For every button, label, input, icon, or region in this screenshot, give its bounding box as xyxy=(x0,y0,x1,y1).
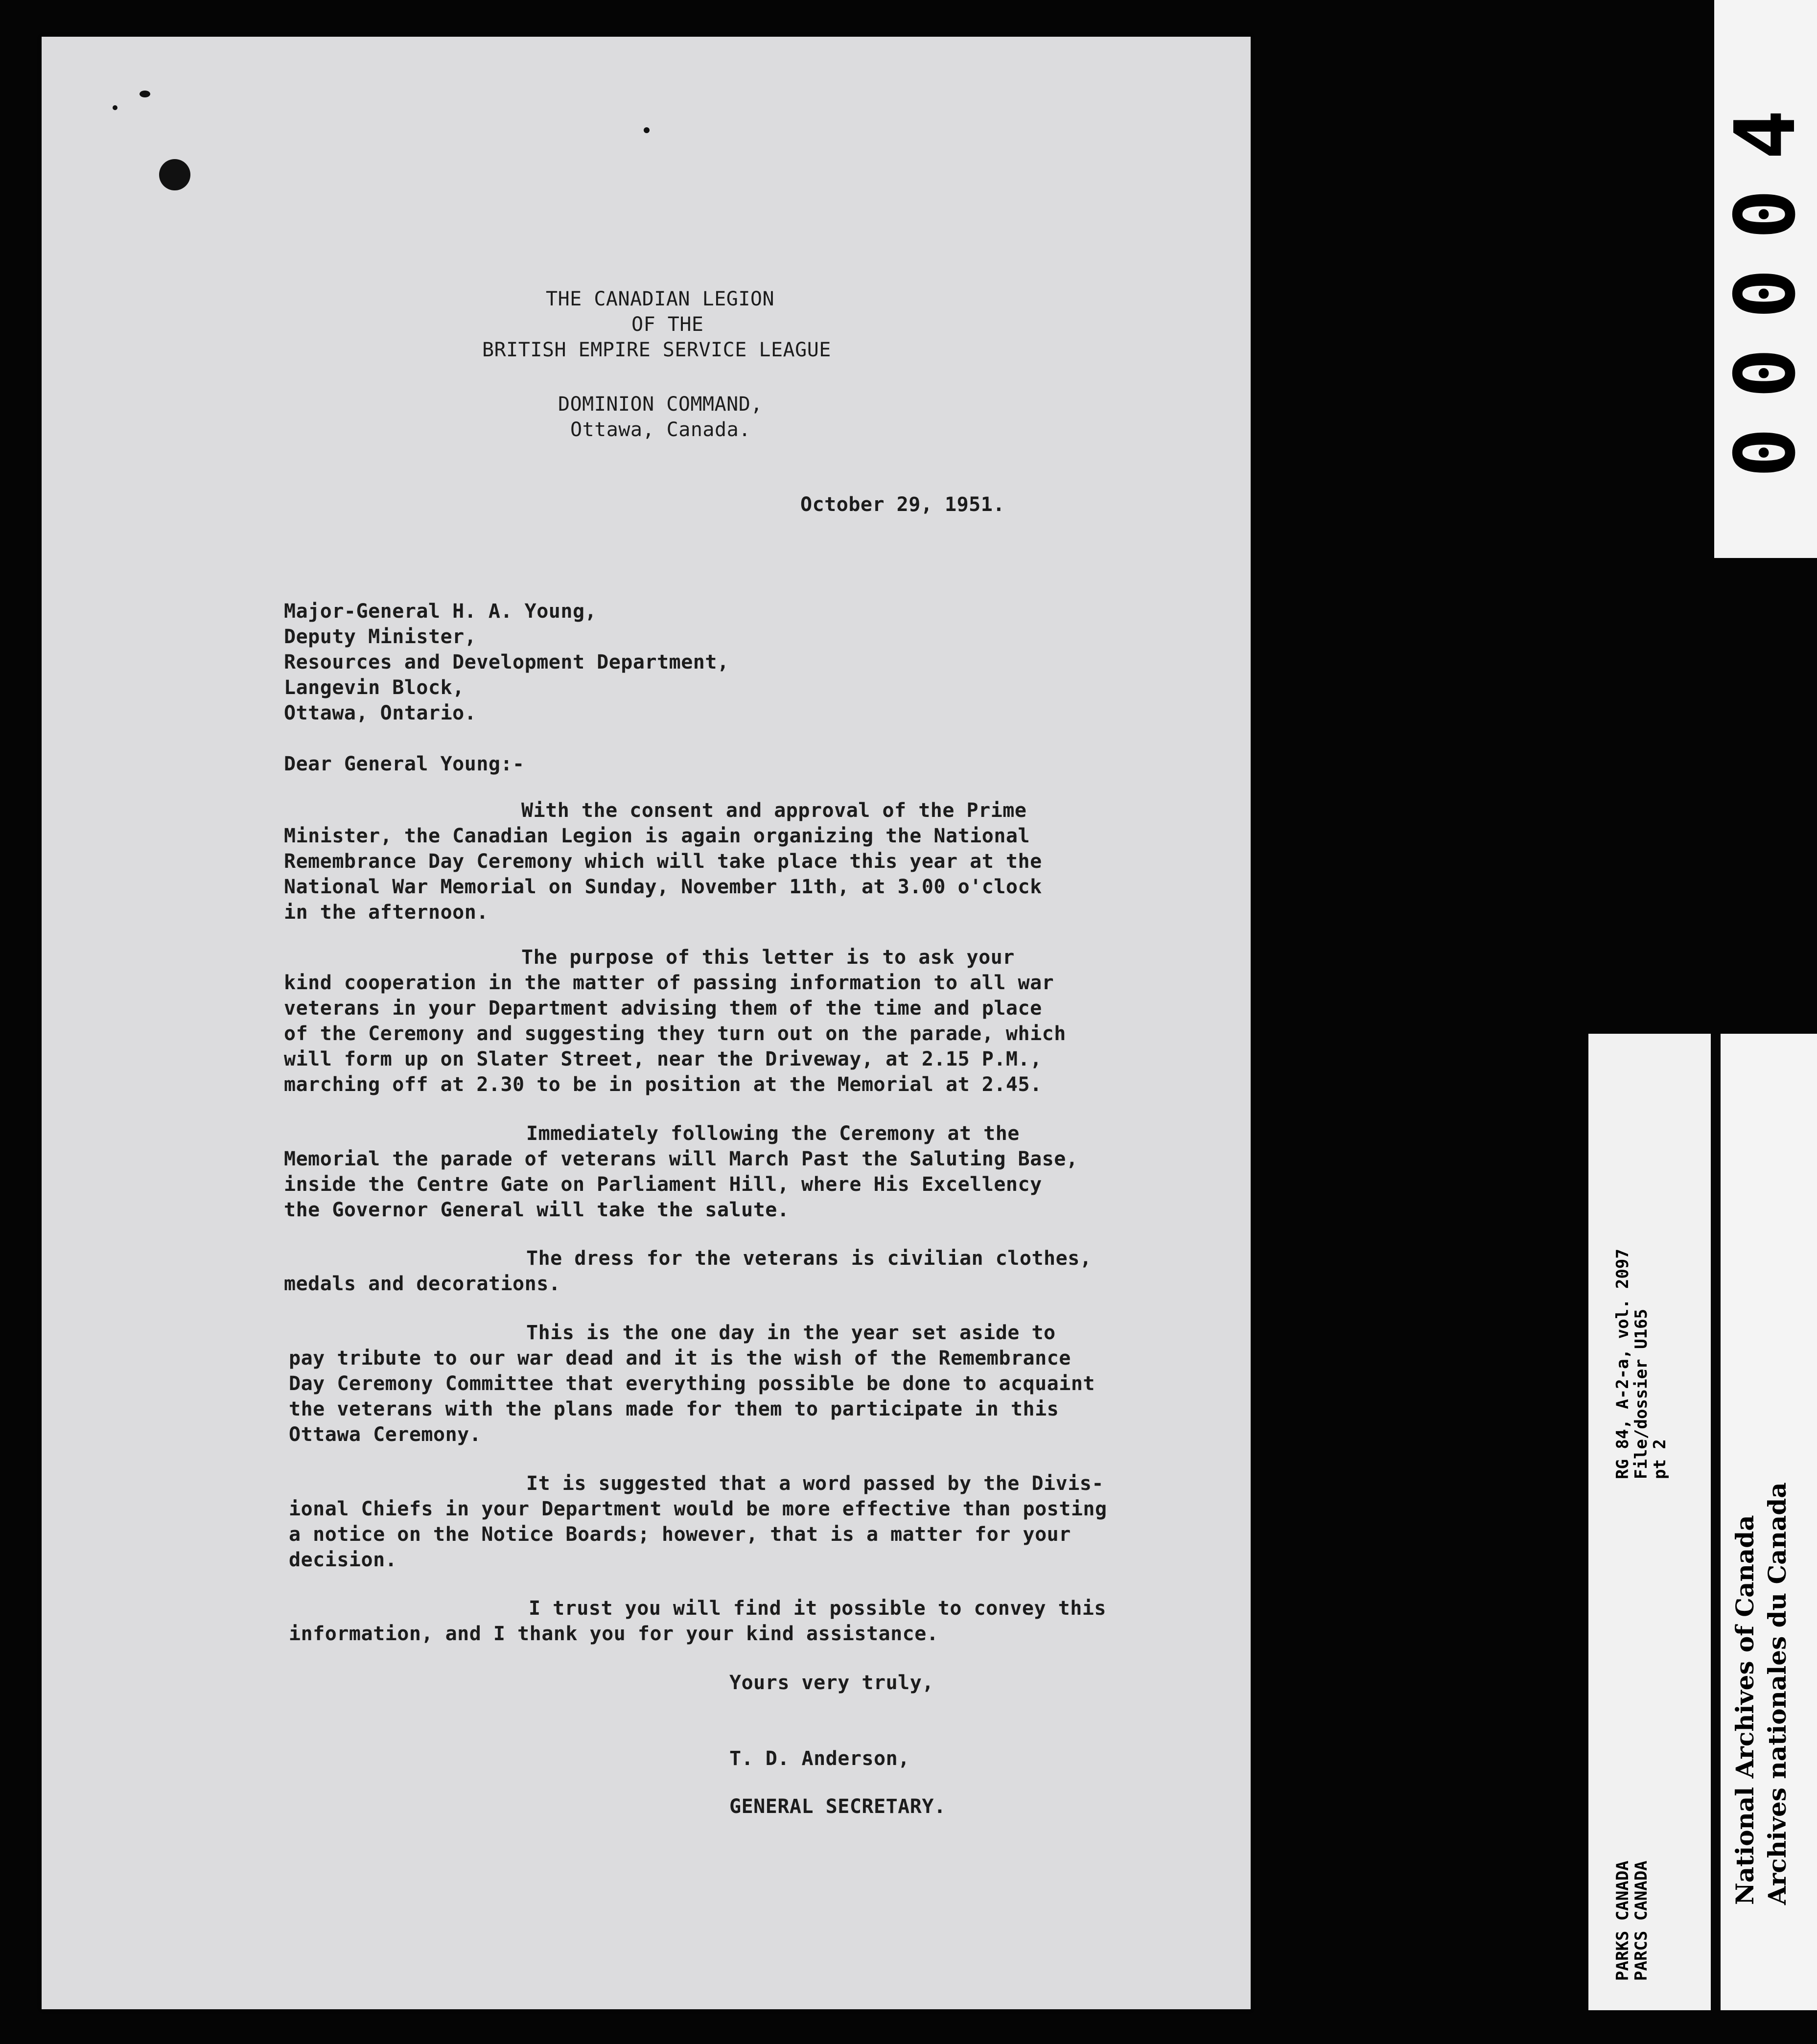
body-line: Minister, the Canadian Legion is again organizing the National xyxy=(284,825,1030,847)
body-line: The dress for the veterans is civilian clothes, xyxy=(526,1247,1092,1270)
archives-name-en: National Archives of Canada xyxy=(1730,1515,1759,1905)
body-line: National War Memorial on Sunday, November 11th, at 3.00 o'clock xyxy=(284,876,1042,898)
ink-speck xyxy=(644,127,650,133)
salutation: Dear General Young:- xyxy=(284,753,525,775)
ink-blot xyxy=(159,159,190,190)
body-line: of the Ceremony and suggesting they turn out on the parade, which xyxy=(284,1022,1066,1045)
archives-label xyxy=(1721,1034,1817,2010)
recipient-line: Major-General H. A. Young, xyxy=(284,600,597,623)
recipient-line: Resources and Development Department, xyxy=(284,651,729,674)
body-line: inside the Centre Gate on Parliament Hill, where His Excellency xyxy=(284,1173,1042,1196)
body-line: ional Chiefs in your Department would be more effective than posting xyxy=(289,1498,1107,1520)
letter-page xyxy=(42,37,1251,2009)
reference-line: RG 84, A-2-a, vol. 2097 xyxy=(1613,1249,1632,1479)
recipient-line: Deputy Minister, xyxy=(284,626,477,648)
body-line: It is suggested that a word passed by the Divis- xyxy=(526,1472,1104,1495)
frame-number: 00004 xyxy=(1717,80,1814,478)
body-line: veterans in your Department advising them of the time and place xyxy=(284,997,1042,1020)
body-line: With the consent and approval of the Prime xyxy=(521,799,1027,822)
body-line: information, and I thank you for your kind assistance. xyxy=(289,1623,939,1645)
body-line: Memorial the parade of veterans will March Past the Saluting Base, xyxy=(284,1148,1078,1170)
letterhead-line: BRITISH EMPIRE SERVICE LEAGUE xyxy=(482,339,831,361)
body-line: a notice on the Notice Boards; however, that is a matter for your xyxy=(289,1523,1071,1546)
archives-name-fr: Archives nationales du Canada xyxy=(1763,1482,1792,1905)
letterhead-command: DOMINION COMMAND, xyxy=(558,393,763,416)
agency-name: PARCS CANADA xyxy=(1631,1860,1651,1981)
body-line: marching off at 2.30 to be in position at the Memorial at 2.45. xyxy=(284,1073,1042,1096)
body-line: Immediately following the Ceremony at the xyxy=(526,1122,1020,1145)
body-line: will form up on Slater Street, near the Driveway, at 2.15 P.M., xyxy=(284,1048,1042,1070)
recipient-line: Ottawa, Ontario. xyxy=(284,702,477,724)
body-line: The purpose of this letter is to ask your xyxy=(521,946,1015,969)
body-line: the Governor General will take the salute. xyxy=(284,1199,790,1221)
ink-speck xyxy=(113,105,117,110)
body-line: This is the one day in the year set aside to xyxy=(526,1322,1056,1344)
agency-name: PARKS CANADA xyxy=(1613,1860,1632,1981)
body-line: the veterans with the plans made for them to participate in this xyxy=(289,1398,1059,1420)
body-line: Ottawa Ceremony. xyxy=(289,1423,482,1446)
letterhead-line: THE CANADIAN LEGION xyxy=(546,288,775,310)
body-line: Day Ceremony Committee that everything possible be done to acquaint xyxy=(289,1372,1095,1395)
signatory: T. D. Anderson, xyxy=(729,1747,910,1770)
letterhead-line: OF THE xyxy=(631,313,704,336)
body-line: decision. xyxy=(289,1549,397,1571)
signatory-title: GENERAL SECRETARY. xyxy=(729,1795,946,1818)
body-line: pay tribute to our war dead and it is the wish of the Remembrance xyxy=(289,1347,1071,1370)
body-line: medals and decorations. xyxy=(284,1273,561,1295)
body-line: kind cooperation in the matter of passing information to all war xyxy=(284,972,1054,994)
body-line: in the afternoon. xyxy=(284,901,489,924)
closing: Yours very truly, xyxy=(729,1672,934,1694)
reference-label xyxy=(1588,1034,1711,2010)
frame-number-label xyxy=(1714,0,1817,558)
ink-speck xyxy=(140,91,150,97)
letter-date: October 29, 1951. xyxy=(800,493,1005,516)
reference-line: File/dossier U165 xyxy=(1631,1309,1651,1479)
recipient-line: Langevin Block, xyxy=(284,676,465,699)
reference-line: pt 2 xyxy=(1650,1439,1670,1479)
letterhead-location: Ottawa, Canada. xyxy=(570,418,751,441)
body-line: Remembrance Day Ceremony which will take place this year at the xyxy=(284,850,1042,873)
body-line: I trust you will find it possible to convey this xyxy=(529,1597,1106,1620)
